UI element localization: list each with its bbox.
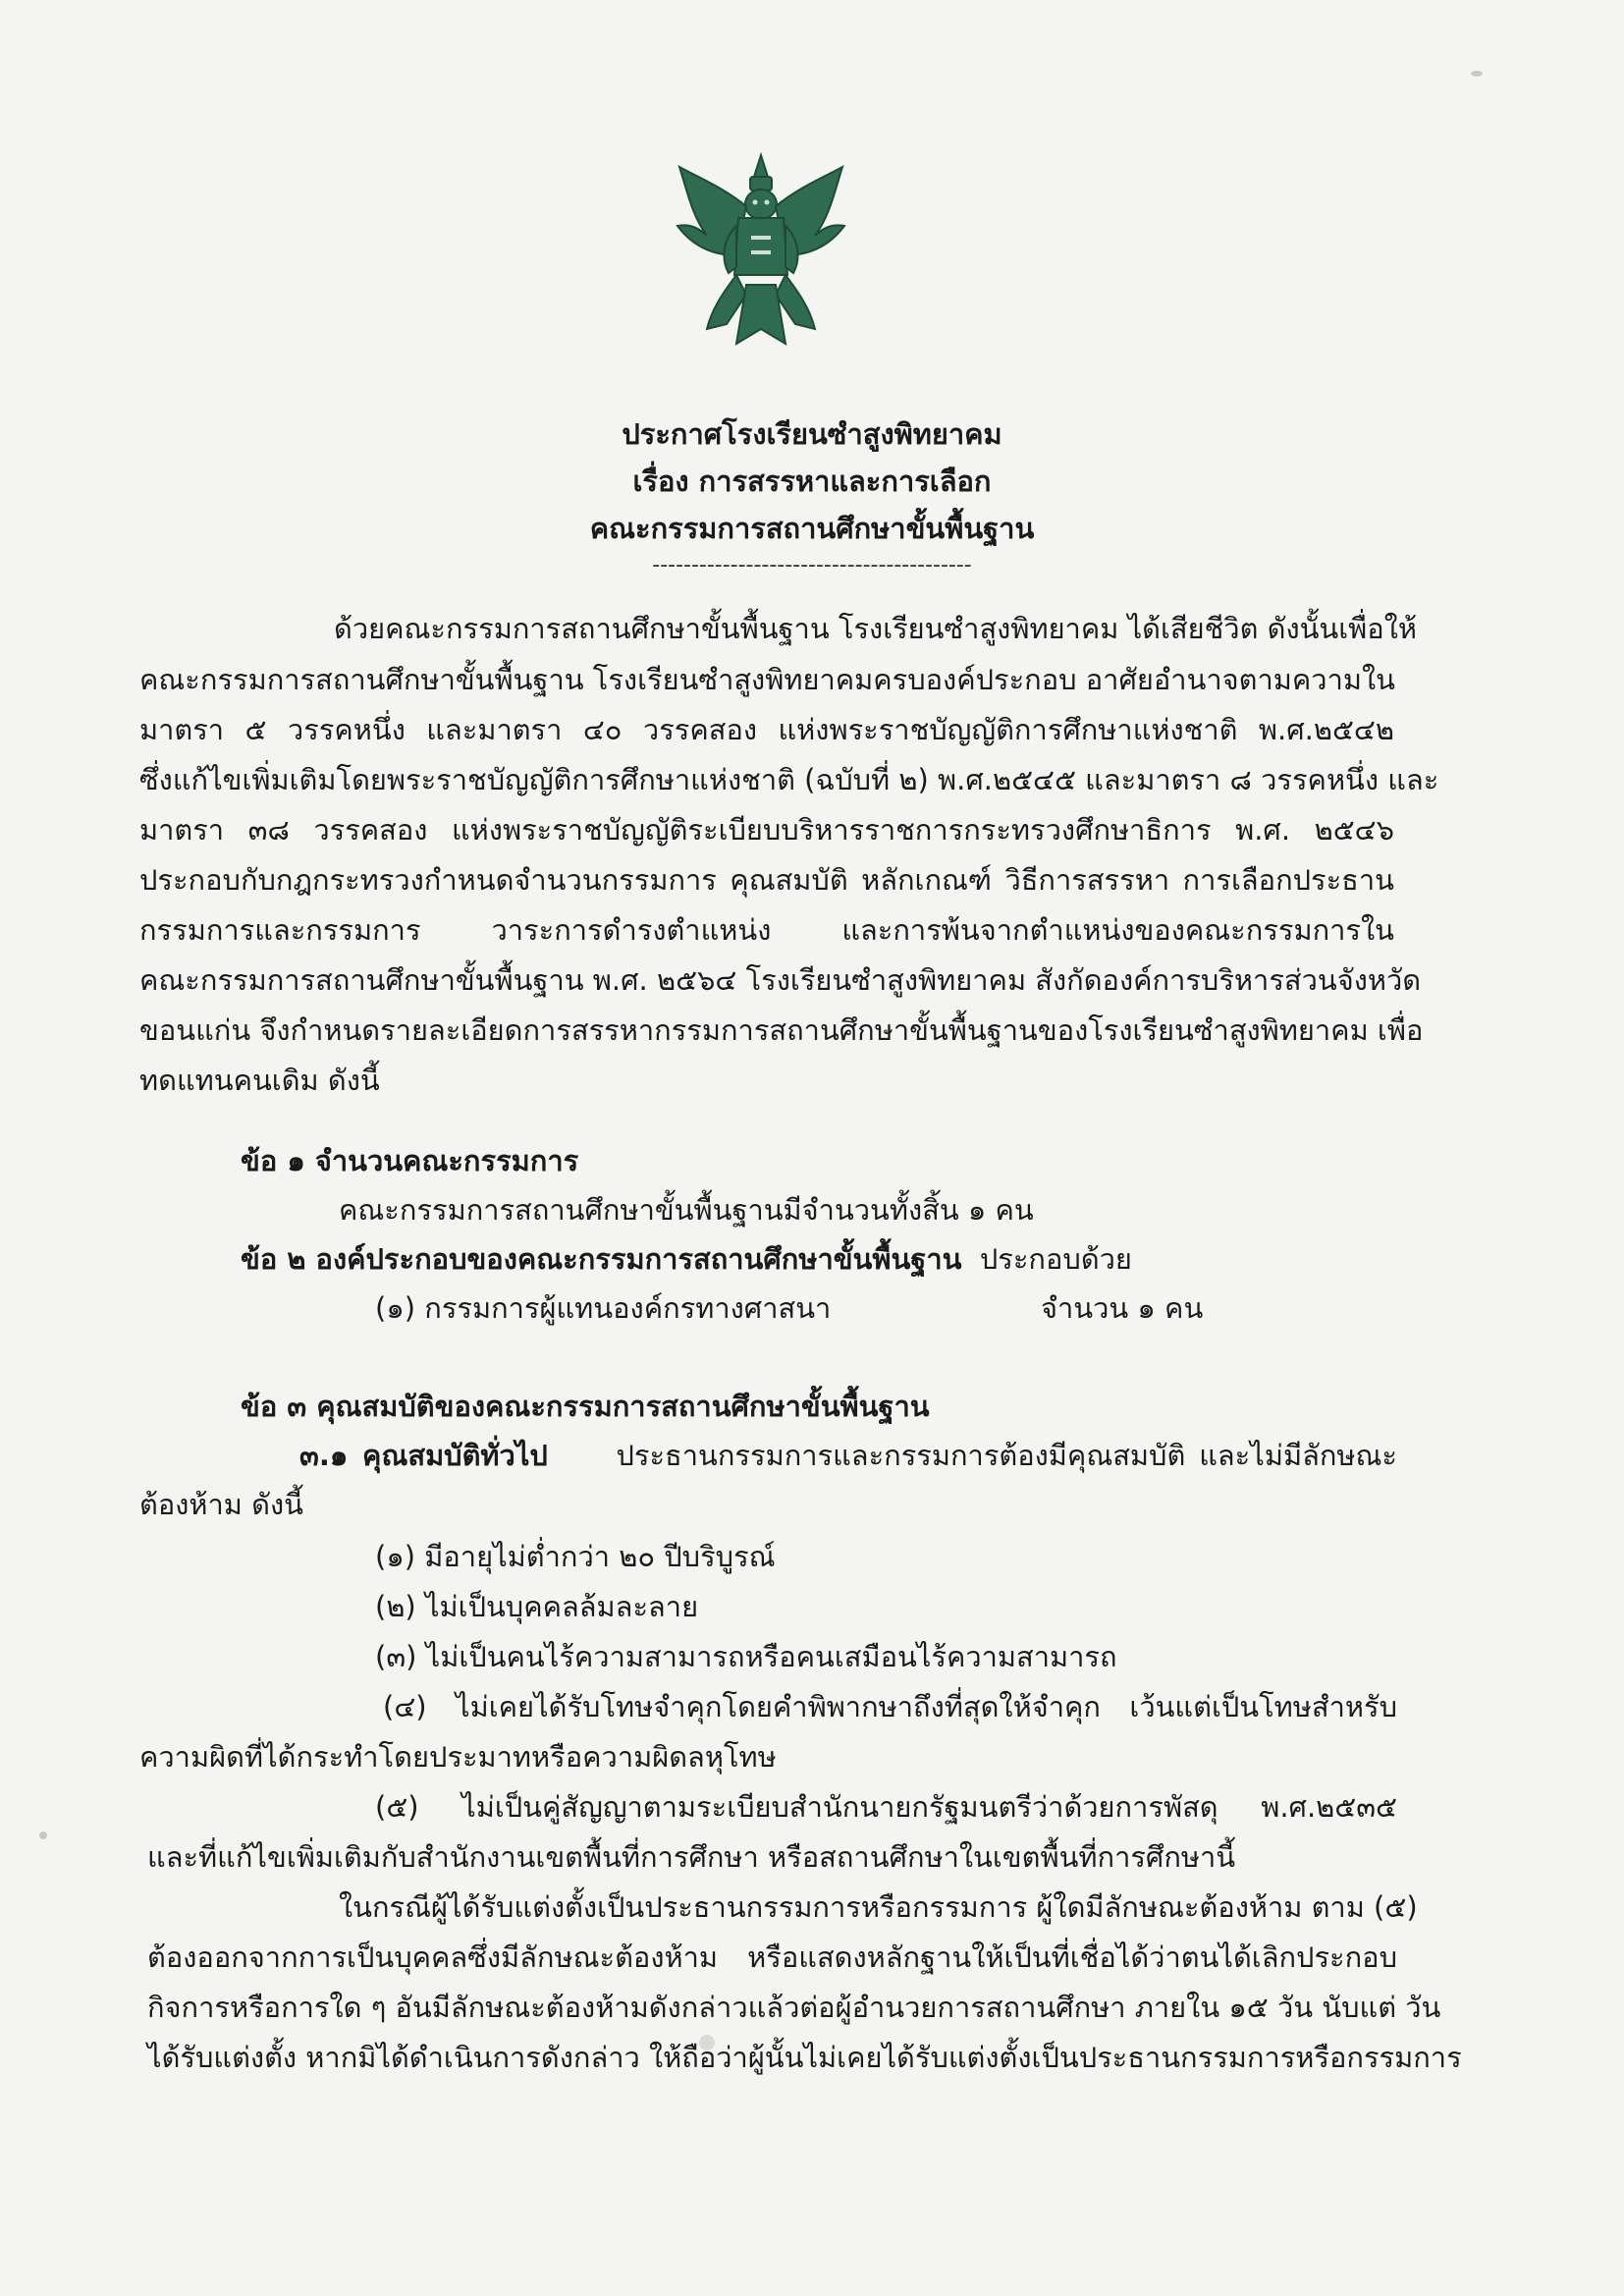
clause-3-1-line [299, 1431, 1397, 1480]
clause-2-title: ข้อ ๒ องค์ประกอบของคณะกรรมการสถานศึกษาขั้นพื้นฐาน [241, 1242, 962, 1276]
intro-line: ประกอบกับกฎกระทรวงกำหนดจำนวนกรรมการ คุณสมบัติ หลักเกณฑ์ วิธีการสรรหา การเลือกประธาน [139, 863, 1394, 897]
clause-3-1-line2: ต้องห้าม ดังนี้ [139, 1488, 303, 1521]
qualification-item-4-cont: ความผิดที่ได้กระทำโดยประมาทหรือความผิดลหุโทษ [139, 1740, 777, 1774]
clause-2 [241, 1234, 1132, 1284]
intro-line: ขอนแก่น จึงกำหนดรายละเอียดการสรรหากรรมการสถานศึกษาขั้นพื้นฐานของโรงเรียนซำสูงพิทยาคม เพื่อ [139, 1013, 1424, 1047]
intro-line: มาตรา ๓๘ วรรคสอง แห่งพระราชบัญญัติระเบียบบริหารราชการกระทรวงศึกษาธิการ พ.ศ. ๒๕๔๖ [139, 813, 1394, 847]
closing-line: กิจการหรือการใด ๆ อันมีลักษณะต้องห้ามดังกล่าวแล้วต่อผู้อำนวยการสถานศึกษา ภายใน ๑๕ วัน นับแต่ วัน [147, 1991, 1441, 2024]
scan-speck [39, 1831, 47, 1839]
scan-speck [699, 2035, 715, 2050]
intro-line: คณะกรรมการสถานศึกษาขั้นพื้นฐาน โรงเรียนซำสูงพิทยาคมครบองค์ประกอบ อาศัยอำนาจตามความใน [139, 663, 1395, 696]
closing-line: ต้องออกจากการเป็นบุคคลซึ่งมีลักษณะต้องห้าม หรือแสดงหลักฐานให้เป็นที่เชื่อได้ว่าตนได้เลิกประกอบ [147, 1941, 1397, 1974]
announcement-subject-line2: คณะกรรมการสถานศึกษาขั้นพื้นฐาน [589, 512, 1035, 545]
qualification-item-1: (๑) มีอายุไม่ต่ำกว่า ๒๐ ปีบริบูรณ์ [375, 1540, 776, 1573]
clause-2-item-count: จำนวน ๑ คน [1041, 1291, 1204, 1325]
clause-3-1-title: ๓.๑ คุณสมบัติทั่วไป [299, 1439, 548, 1472]
qualification-item-5-cont: และที่แก้ไขเพิ่มเติมกับสำนักงานเขตพื้นที่การศึกษา หรือสถานศึกษาในเขตพื้นที่การศึกษานี้ [147, 1840, 1236, 1874]
clause-2-item-label: (๑) กรรมการผู้แทนองค์กรทางศาสนา [375, 1291, 832, 1325]
announcement-subject: เรื่อง การสรรหาและการเลือก [632, 465, 992, 498]
qualification-item-4: (๔) ไม่เคยได้รับโทษจำคุกโดยคำพิพากษาถึงที่สุดให้จำคุก เว้นแต่เป็นโทษสำหรับ [383, 1690, 1397, 1723]
closing-line: ได้รับแต่งตั้ง หากมิได้ดำเนินการดังกล่าว ให้ถือว่าผู้นั้นไม่เคยได้รับแต่งตั้งเป็นประธานกรรมการหรือกรรมการ [147, 2041, 1462, 2074]
qualification-item-5: (๕) ไม่เป็นคู่สัญญาตามระเบียบสำนักนายกรัฐมนตรีว่าด้วยการพัสดุ พ.ศ.๒๕๓๕ [375, 1790, 1397, 1824]
announcement-header [0, 410, 1624, 579]
intro-line: ทดแทนคนเดิม ดังนี้ [139, 1064, 380, 1097]
clause-2-suffix: ประกอบด้วย [979, 1242, 1132, 1276]
scan-speck [1471, 71, 1483, 77]
header-divider: ----------------------------------------- [652, 553, 972, 577]
intro-line: ซึ่งแก้ไขเพิ่มเติมโดยพระราชบัญญัติการศึกษาแห่งชาติ (ฉบับที่ ๒) พ.ศ.๒๕๔๕ และมาตรา ๘ วรรคหนึ่ง และ [139, 763, 1439, 796]
clause-1-title: ข้อ ๑ จำนวนคณะกรรมการ [241, 1144, 579, 1177]
intro-line: กรรมการและกรรมการ วาระการดำรงตำแหน่ง และการพ้นจากตำแหน่งของคณะกรรมการใน [139, 913, 1394, 947]
qualification-item-2: (๒) ไม่เป็นบุคคลล้มละลาย [375, 1590, 699, 1623]
announcement-title: ประกาศโรงเรียนซำสูงพิทยาคม [622, 417, 1002, 451]
qualification-item-3: (๓) ไม่เป็นคนไร้ความสามารถหรือคนเสมือนไร้ความสามารถ [375, 1640, 1117, 1673]
clause-3-title: ข้อ ๓ คุณสมบัติของคณะกรรมการสถานศึกษาขั้นพื้นฐาน [241, 1390, 930, 1423]
clause-3-1-rest: ประธานกรรมการและกรรมการต้องมีคุณสมบัติ และไม่มีลักษณะ [616, 1439, 1398, 1472]
clause-1-body: คณะกรรมการสถานศึกษาขั้นพื้นฐานมีจำนวนทั้งสิ้น ๑ คน [339, 1193, 1034, 1227]
intro-line: คณะกรรมการสถานศึกษาขั้นพื้นฐาน พ.ศ. ๒๕๖๔ โรงเรียนซำสูงพิทยาคม สังกัดองค์การบริหารส่วนจังหวัด [139, 963, 1422, 997]
intro-line: ด้วยคณะกรรมการสถานศึกษาขั้นพื้นฐาน โรงเรียนซำสูงพิทยาคม ได้เสียชีวิต ดังนั้นเพื่อให้ [334, 612, 1417, 645]
closing-line: ในกรณีผู้ได้รับแต่งตั้งเป็นประธานกรรมการหรือกรรมการ ผู้ใดมีลักษณะต้องห้าม ตาม (๕) [339, 1890, 1418, 1924]
garuda-emblem-icon [668, 147, 854, 354]
intro-line: มาตรา ๕ วรรคหนึ่ง และมาตรา ๔๐ วรรคสอง แห่งพระราชบัญญัติการศึกษาแห่งชาติ พ.ศ.๒๕๔๒ [139, 713, 1394, 746]
